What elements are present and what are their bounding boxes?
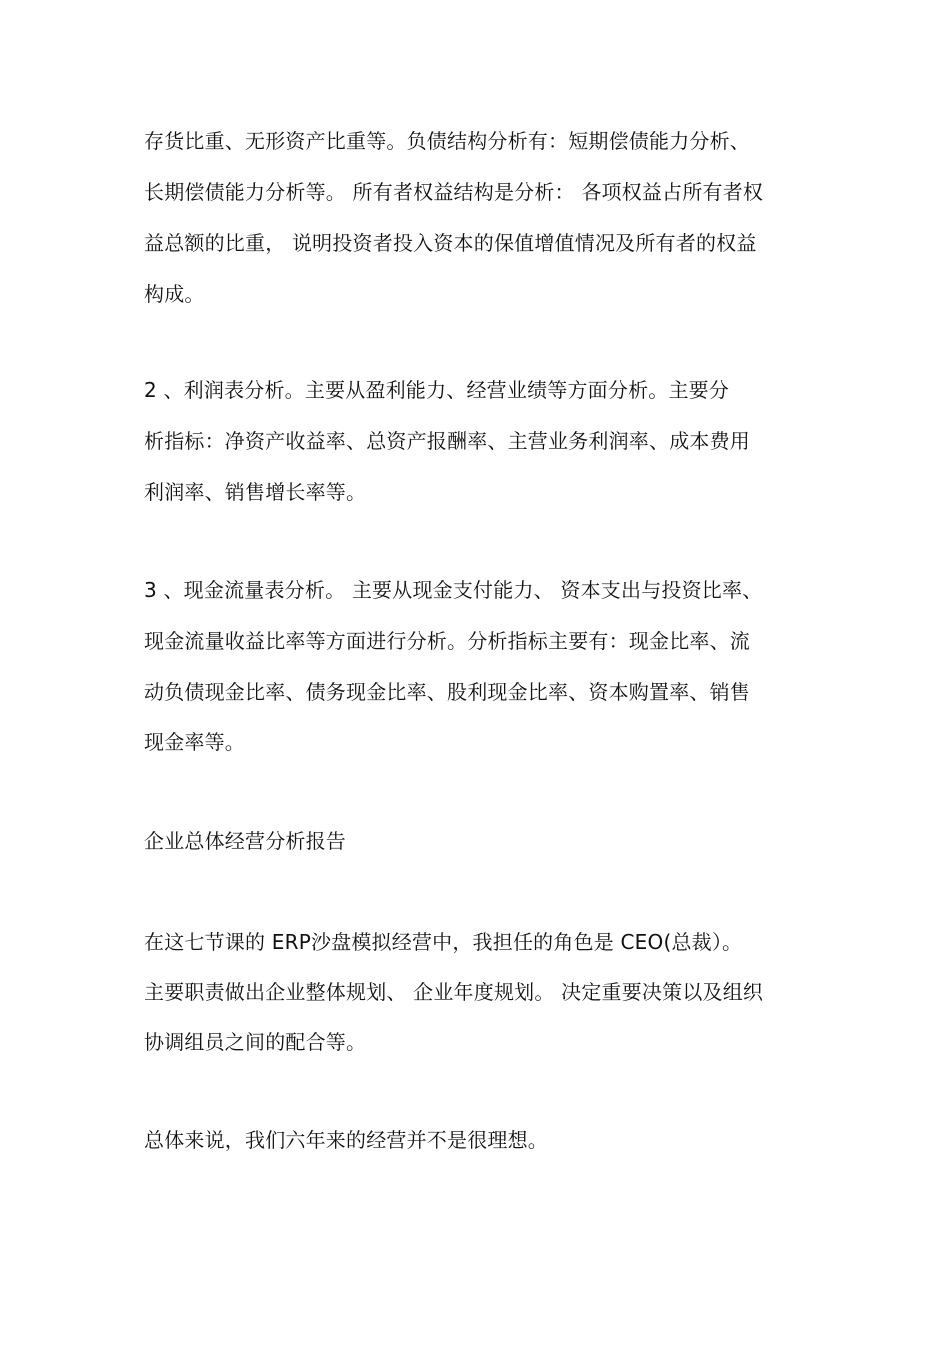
text-line: 在这七节课的 ERP沙盘模拟经营中，我担任的角色是 CEO(总裁）。 <box>144 930 743 954</box>
text-line: 现金率等。 <box>144 730 245 754</box>
text-line: 长期偿债能力分析等。 所有者权益结构是分析： 各项权益占所有者权 <box>144 180 764 204</box>
text-line: 益总额的比重， 说明投资者投入资本的保值增值情况及所有者的权益 <box>144 231 757 255</box>
report-title: 企业总体经营分析报告 <box>144 829 346 853</box>
text-line: 析指标：净资产收益率、总资产报酬率、主营业务利润率、成本费用 <box>144 429 750 453</box>
text-line: 总体来说，我们六年来的经营并不是很理想。 <box>144 1128 548 1152</box>
text-line: 构成。 <box>144 282 205 306</box>
text-line: 主要职责做出企业整体规划、 企业年度规划。 决定重要决策以及组织 <box>144 980 764 1004</box>
text-line: 利润率、销售增长率等。 <box>144 480 367 504</box>
text-line: 协调组员之间的配合等。 <box>144 1030 367 1054</box>
text-line: 现金流量收益比率等方面进行分析。分析指标主要有：现金比率、流 <box>144 629 750 653</box>
text-line: 动负债现金比率、债务现金比率、股利现金比率、资本购置率、销售 <box>144 680 750 704</box>
text-line: 存货比重、无形资产比重等。负债结构分析有：短期偿债能力分析、 <box>144 129 750 153</box>
text-line: 2 、利润表分析。主要从盈利能力、经营业绩等方面分析。主要分 <box>144 378 730 402</box>
text-line: 3 、现金流量表分析。 主要从现金支付能力、 资本支出与投资比率、 <box>144 578 763 602</box>
